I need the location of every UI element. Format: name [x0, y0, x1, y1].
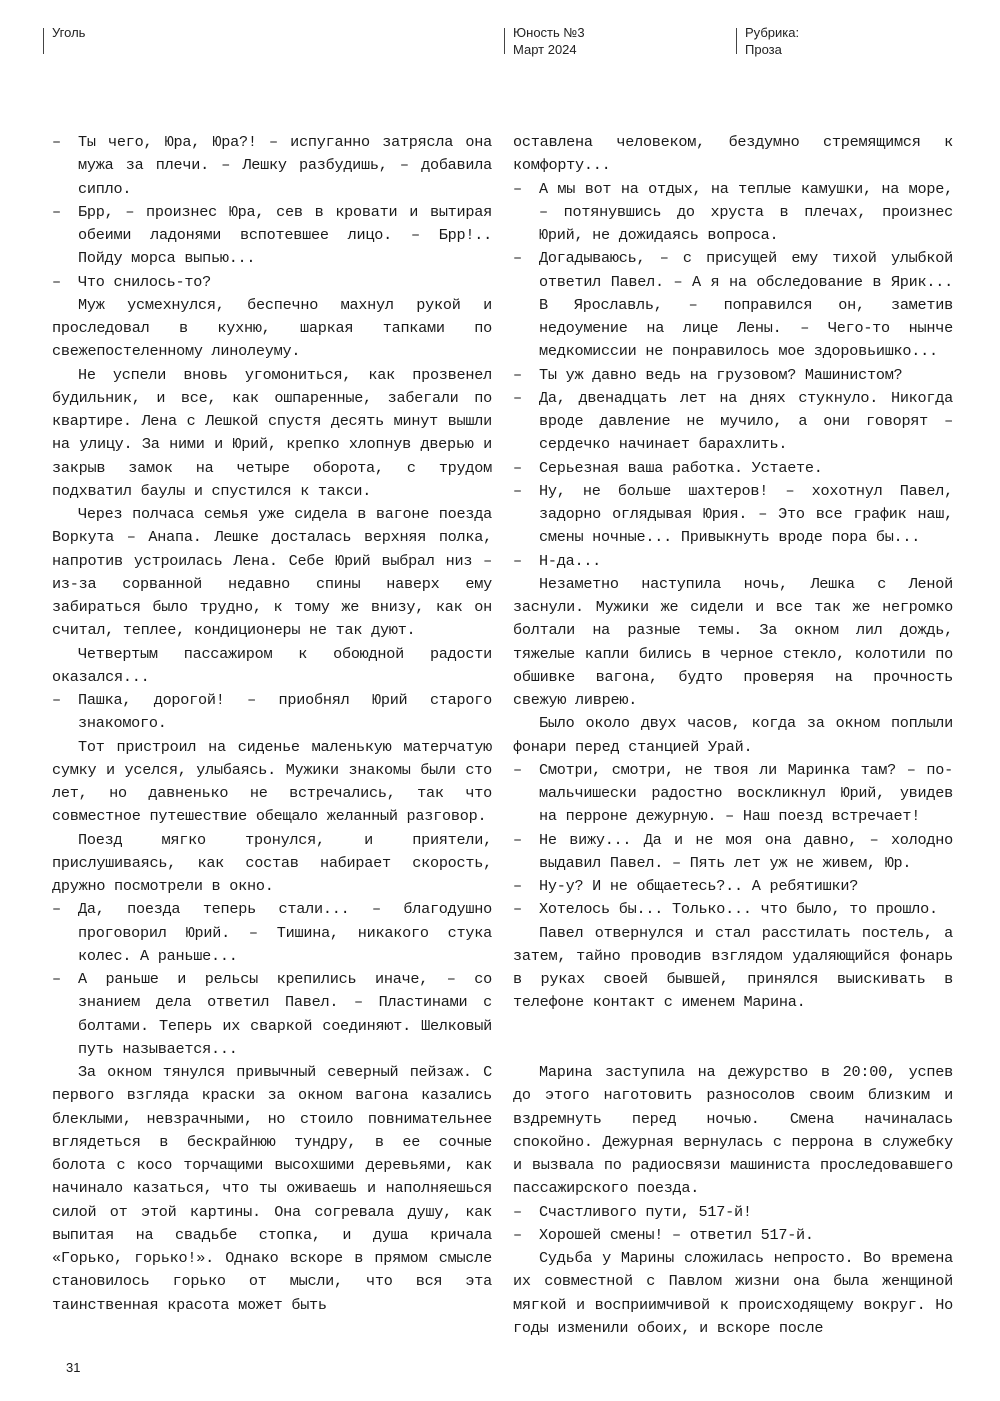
dialogue-text: Ну-у? И не общаетесь?.. А ребятишки?: [539, 877, 859, 895]
dialogue-line: [52, 689, 492, 736]
dialogue-text: Хотелось бы... Только... что было, то прошло.: [539, 900, 938, 919]
paragraph: Не успели вновь угомониться, как прозвенел будильник, и все, как ошпаренные, забегали по квартире. Лена с Лешкой спустя десять минут вышли на улицу. За ними и Юрий, крепко хлопнув дверью и закрыв замок на четыре оборота, с трудом подхватил баулы и спустился к такси.: [52, 365, 492, 500]
dialogue-text: Ты уж давно ведь на грузовом? Машинистом?: [539, 365, 903, 384]
rubric-value: Проза: [745, 42, 782, 57]
dialogue-line: [52, 968, 492, 1061]
header-divider: [504, 28, 505, 54]
section-break: [513, 1015, 953, 1062]
dialogue-line: [513, 759, 953, 829]
paragraph: Четвертым пассажиром к обоюдной радости оказался...: [52, 644, 492, 686]
continued-paragraph: оставлена человеком, бездумно стремящимся к комфорту...: [513, 133, 953, 175]
paragraph: Павел отвернулся и стал расстилать постель, а затем, тайно проводив взглядом удаляющийся фонарь в руках своей бывшей, принялся выискивать в телефоне контакт с именем Марина.: [513, 923, 953, 1012]
header-issue: [513, 24, 585, 58]
dialogue-dash: –: [52, 691, 61, 709]
issue-date: Март 2024: [513, 42, 577, 57]
paragraph: Судьба у Марины сложилась непросто. Во времена их совместной с Павлом жизни она была женщиной мягкой и восприимчивой к происходящему вокруг. Но годы изменили обоих, и вскоре после: [513, 1249, 953, 1337]
dialogue-line: [513, 364, 953, 387]
dialogue-text: Догадываюсь, – с присущей ему тихой улыбкой ответил Павел. – А я на обследование в Ярик... В Ярославль, – поправился он, заметив недоумение на лице Лены. – Чего-то нынче медкомиссии не понравилось мое здоровьишко...: [539, 249, 953, 361]
dialogue-dash: –: [513, 179, 522, 198]
dialogue-text: Да, двенадцать лет на днях стукнуло. Никогда вроде давление не мучило, а они говорят – сердечко начинает барахлить.: [539, 388, 953, 454]
dialogue-text: Ну, не больше шахтеров! – хохотнул Павел, задорно оглядывая Юрия. – Это все график наш, смены ночные... Привыкнуть вроде пора бы...: [539, 481, 953, 547]
dialogue-text: Счастливого пути, 517-й!: [539, 1202, 752, 1221]
dialogue-dash: –: [52, 970, 61, 988]
dialogue-dash: –: [52, 900, 61, 919]
dialogue-line: [513, 480, 953, 550]
paragraph: Было около двух часов, когда за окном поплыли фонари перед станцией Урай.: [513, 714, 953, 756]
dialogue-line: [52, 271, 492, 294]
dialogue-dash: –: [513, 877, 522, 895]
paragraph: Через полчаса семья уже сидела в вагоне поезда Воркута – Анапа. Лешке досталась верхняя полка, напротив устроилась Лена. Себе Юрий выбрал низ – из-за сорванной недавно спины наверх ему забираться было трудно, к тому же внизу, как он считал, теплее, кондиционеры не так дуют.: [52, 505, 492, 640]
dialogue-dash: –: [52, 133, 61, 151]
dialogue-text: А мы вот на отдых, на теплые камушки, на море, – потянувшись до хруста в плечах, произнес Юрий, не дожидаясь вопроса.: [539, 179, 953, 244]
header-rubric: [745, 24, 799, 58]
dialogue-line: [52, 131, 492, 201]
dialogue-text: Серьезная ваша работка. Устаете.: [539, 458, 823, 477]
dialogue-line: [52, 898, 492, 968]
dialogue-dash: –: [52, 272, 61, 291]
dialogue-dash: –: [513, 1202, 522, 1221]
dialogue-text: Пашка, дорогой! – приобнял Юрий старого знакомого.: [78, 691, 492, 733]
section-title: Уголь: [52, 25, 86, 40]
paragraph: Тот пристроил на сиденье маленькую матерчатую сумку и уселся, улыбаясь. Мужики знакомы были сто лет, но давненько не встречались, так что совместное путешествие обещало желанный разговор.: [52, 737, 492, 826]
paragraph: Марина заступила на дежурство в 20:00, успев до этого наготовить разносолов своим близким и вздремнуть перед ночью. Смена начиналась спокойно. Дежурная вернулась с перрона в служебку и вызвала по радиосвязи машиниста проследовавшего пассажирского поезда.: [513, 1063, 953, 1198]
dialogue-text: А раньше и рельсы крепились иначе, – со знанием дела ответил Павел. – Пластинами с болтами. Теперь их сваркой соединяют. Шелковый путь называется...: [78, 970, 492, 1058]
dialogue-dash: –: [513, 365, 522, 384]
dialogue-text: Хорошей смены! – ответил 517-й.: [539, 1225, 814, 1244]
dialogue-text: Не вижу... Да и не моя она давно, – холодно выдавил Павел. – Пять лет уж не живем, Юр.: [539, 830, 953, 872]
dialogue-text: Что снилось-то?: [78, 272, 211, 291]
dialogue-line: [513, 875, 953, 898]
dialogue-line: [513, 898, 953, 921]
paragraph: Поезд мягко тронулся, и приятели, прислушиваясь, как состав набирает скорость, дружно посмотрели в окно.: [52, 830, 492, 895]
dialogue-text: Брр, – произнес Юра, сев в кровати и вытирая обеими ладонями вспотевшее лицо. – Брр!.. Пойду морса выпью...: [78, 202, 492, 268]
dialogue-line: [513, 1224, 953, 1247]
dialogue-dash: –: [513, 1225, 522, 1244]
dialogue-line: [513, 550, 953, 573]
right-text-column: [513, 131, 953, 1340]
page-number: 31: [66, 1360, 81, 1375]
dialogue-line: [513, 457, 953, 480]
paragraph: Незаметно наступила ночь, Лешка с Леной заснули. Мужики же сидели и все так же негромко болтали на разные темы. За окном лил дождь, тяжелые капли бились в черное стекло, колотили по обшивке вагона, будто проверяя на прочность свежую ливрею.: [513, 574, 953, 709]
dialogue-text: Н-да...: [539, 551, 602, 570]
dialogue-dash: –: [513, 760, 522, 779]
dialogue-line: [52, 201, 492, 271]
issue-title: Юность №3: [513, 25, 585, 40]
dialogue-line: [513, 387, 953, 457]
dialogue-dash: –: [513, 388, 522, 407]
dialogue-line: [513, 178, 953, 248]
dialogue-text: Смотри, смотри, не твоя ли Маринка там? – по-мальчишески радостно воскликнул Юрий, увидев на перроне дежурную. – Наш поезд встречает!: [539, 760, 953, 826]
dialogue-dash: –: [513, 551, 522, 570]
dialogue-dash: –: [513, 249, 522, 268]
dialogue-dash: –: [513, 900, 522, 919]
header-divider: [736, 28, 737, 54]
header-section: [52, 24, 85, 41]
dialogue-line: [513, 829, 953, 876]
dialogue-line: [513, 247, 953, 363]
dialogue-text: Ты чего, Юра, Юра?! – испуганно затрясла она мужа за плечи. – Лешку разбудишь, – добавила сипло.: [78, 133, 492, 198]
rubric-label: Рубрика:: [745, 25, 800, 40]
paragraph: За окном тянулся привычный северный пейзаж. С первого взгляда краски за окном вагона казались блеклыми, невзрачными, но стоило повнимательнее вглядеться в бескрайнюю тундру, в ее сочные болота с косо торчащими высохшими деревьями, как начинало казаться, что ты оживаешь и наполняешься силой от этой картины. Она согревала душу, как выпитая на свадьбе стопка, и душа кричала «Горько, горько!». Однако вскоре в прямом смысле становилось горько от мысли, что вся эта таинственная красота может быть: [52, 1063, 492, 1314]
dialogue-dash: –: [513, 830, 522, 849]
dialogue-dash: –: [513, 458, 522, 477]
dialogue-line: [513, 1201, 953, 1224]
left-text-column: [52, 131, 492, 1317]
paragraph: Муж усмехнулся, беспечно махнул рукой и проследовал в кухню, шаркая тапками по свежепостеленному линолеуму.: [52, 295, 492, 361]
dialogue-dash: –: [513, 481, 522, 500]
dialogue-text: Да, поезда теперь стали... – благодушно проговорил Юрий. – Тишина, никакого стука колес. А раньше...: [78, 900, 492, 965]
header-divider: [43, 28, 44, 54]
dialogue-dash: –: [52, 202, 61, 221]
